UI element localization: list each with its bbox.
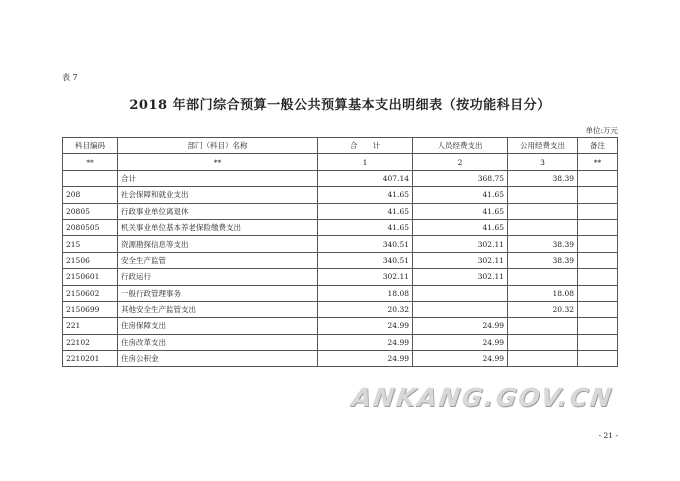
index-cell: **	[63, 154, 118, 170]
table-row	[63, 334, 618, 350]
personnel-cell: 24.99	[413, 334, 508, 350]
name-cell: 行政事业单位离退休	[118, 203, 318, 219]
public-cell: 38.39	[508, 170, 578, 186]
personnel-cell: 41.65	[413, 203, 508, 219]
index-cell: **	[578, 154, 618, 170]
index-cell: 1	[318, 154, 413, 170]
total-cell: 407.14	[318, 170, 413, 186]
personnel-cell	[413, 301, 508, 317]
total-cell: 41.65	[318, 203, 413, 219]
name-cell: 其他安全生产监管支出	[118, 301, 318, 317]
name-cell: 住房改革支出	[118, 334, 318, 350]
table-row	[63, 236, 618, 252]
unit-label: 单位:万元	[585, 126, 618, 135]
name-cell: 住房保障支出	[118, 318, 318, 334]
total-cell: 20.32	[318, 301, 413, 317]
table-row	[63, 301, 618, 317]
public-cell	[508, 219, 578, 235]
code-cell: 2150601	[63, 269, 118, 285]
code-cell: 20805	[63, 203, 118, 219]
total-cell: 302.11	[318, 269, 413, 285]
code-cell: 2150602	[63, 285, 118, 301]
personnel-cell: 41.65	[413, 219, 508, 235]
personnel-cell: 302.11	[413, 236, 508, 252]
index-cell: 2	[413, 154, 508, 170]
total-cell: 24.99	[318, 334, 413, 350]
public-cell	[508, 203, 578, 219]
note-cell	[578, 219, 618, 235]
name-cell: 住房公积金	[118, 351, 318, 367]
table-row	[63, 285, 618, 301]
index-cell: 3	[508, 154, 578, 170]
table-row	[63, 269, 618, 285]
header-code: 科目编码	[63, 138, 118, 154]
index-row	[63, 154, 618, 170]
header-total: 合 计	[318, 138, 413, 154]
total-cell: 41.65	[318, 219, 413, 235]
page-title: 2018 年部门综合预算一般公共预算基本支出明细表（按功能科目分）	[129, 98, 551, 113]
total-cell: 18.08	[318, 285, 413, 301]
note-cell	[578, 203, 618, 219]
code-cell: 2150699	[63, 301, 118, 317]
table-row	[63, 203, 618, 219]
name-cell: 社会保障和就业支出	[118, 187, 318, 203]
note-cell	[578, 236, 618, 252]
header-personnel: 人员经费支出	[413, 138, 508, 154]
table-row	[63, 170, 618, 186]
header-name: 部门（科目）名称	[118, 138, 318, 154]
personnel-cell	[413, 285, 508, 301]
header-public: 公用经费支出	[508, 138, 578, 154]
note-cell	[578, 318, 618, 334]
total-cell: 41.65	[318, 187, 413, 203]
public-cell: 38.39	[508, 252, 578, 268]
total-cell: 24.99	[318, 351, 413, 367]
total-cell: 340.51	[318, 252, 413, 268]
name-cell: 资源勘探信息等支出	[118, 236, 318, 252]
index-cell: **	[118, 154, 318, 170]
public-cell: 20.32	[508, 301, 578, 317]
code-cell: 215	[63, 236, 118, 252]
public-cell	[508, 351, 578, 367]
note-cell	[578, 285, 618, 301]
page-number: - 21 -	[598, 431, 618, 440]
note-cell	[578, 252, 618, 268]
public-cell	[508, 269, 578, 285]
watermark-logo: ANKANG.GOV.CN	[349, 383, 616, 412]
public-cell: 18.08	[508, 285, 578, 301]
personnel-cell: 302.11	[413, 269, 508, 285]
budget-table	[62, 137, 618, 367]
total-cell: 24.99	[318, 318, 413, 334]
code-cell: 208	[63, 187, 118, 203]
note-cell	[578, 351, 618, 367]
code-cell	[63, 170, 118, 186]
personnel-cell: 302.11	[413, 252, 508, 268]
personnel-cell: 24.99	[413, 351, 508, 367]
note-cell	[578, 187, 618, 203]
name-cell: 合计	[118, 170, 318, 186]
name-cell: 机关事业单位基本养老保险缴费支出	[118, 219, 318, 235]
code-cell: 21506	[63, 252, 118, 268]
code-cell: 2210201	[63, 351, 118, 367]
code-cell: 22102	[63, 334, 118, 350]
table-row	[63, 318, 618, 334]
personnel-cell: 368.75	[413, 170, 508, 186]
table-row	[63, 351, 618, 367]
note-cell	[578, 334, 618, 350]
table-row	[63, 187, 618, 203]
table-label: 表 7	[62, 73, 78, 82]
header-note: 备注	[578, 138, 618, 154]
public-cell	[508, 187, 578, 203]
personnel-cell: 24.99	[413, 318, 508, 334]
total-cell: 340.51	[318, 236, 413, 252]
header-row	[63, 138, 618, 154]
name-cell: 一般行政管理事务	[118, 285, 318, 301]
personnel-cell: 41.65	[413, 187, 508, 203]
name-cell: 行政运行	[118, 269, 318, 285]
note-cell	[578, 170, 618, 186]
note-cell	[578, 301, 618, 317]
public-cell: 38.39	[508, 236, 578, 252]
public-cell	[508, 318, 578, 334]
public-cell	[508, 334, 578, 350]
code-cell: 2080505	[63, 219, 118, 235]
table-row	[63, 219, 618, 235]
note-cell	[578, 269, 618, 285]
table-row	[63, 252, 618, 268]
name-cell: 安全生产监管	[118, 252, 318, 268]
code-cell: 221	[63, 318, 118, 334]
